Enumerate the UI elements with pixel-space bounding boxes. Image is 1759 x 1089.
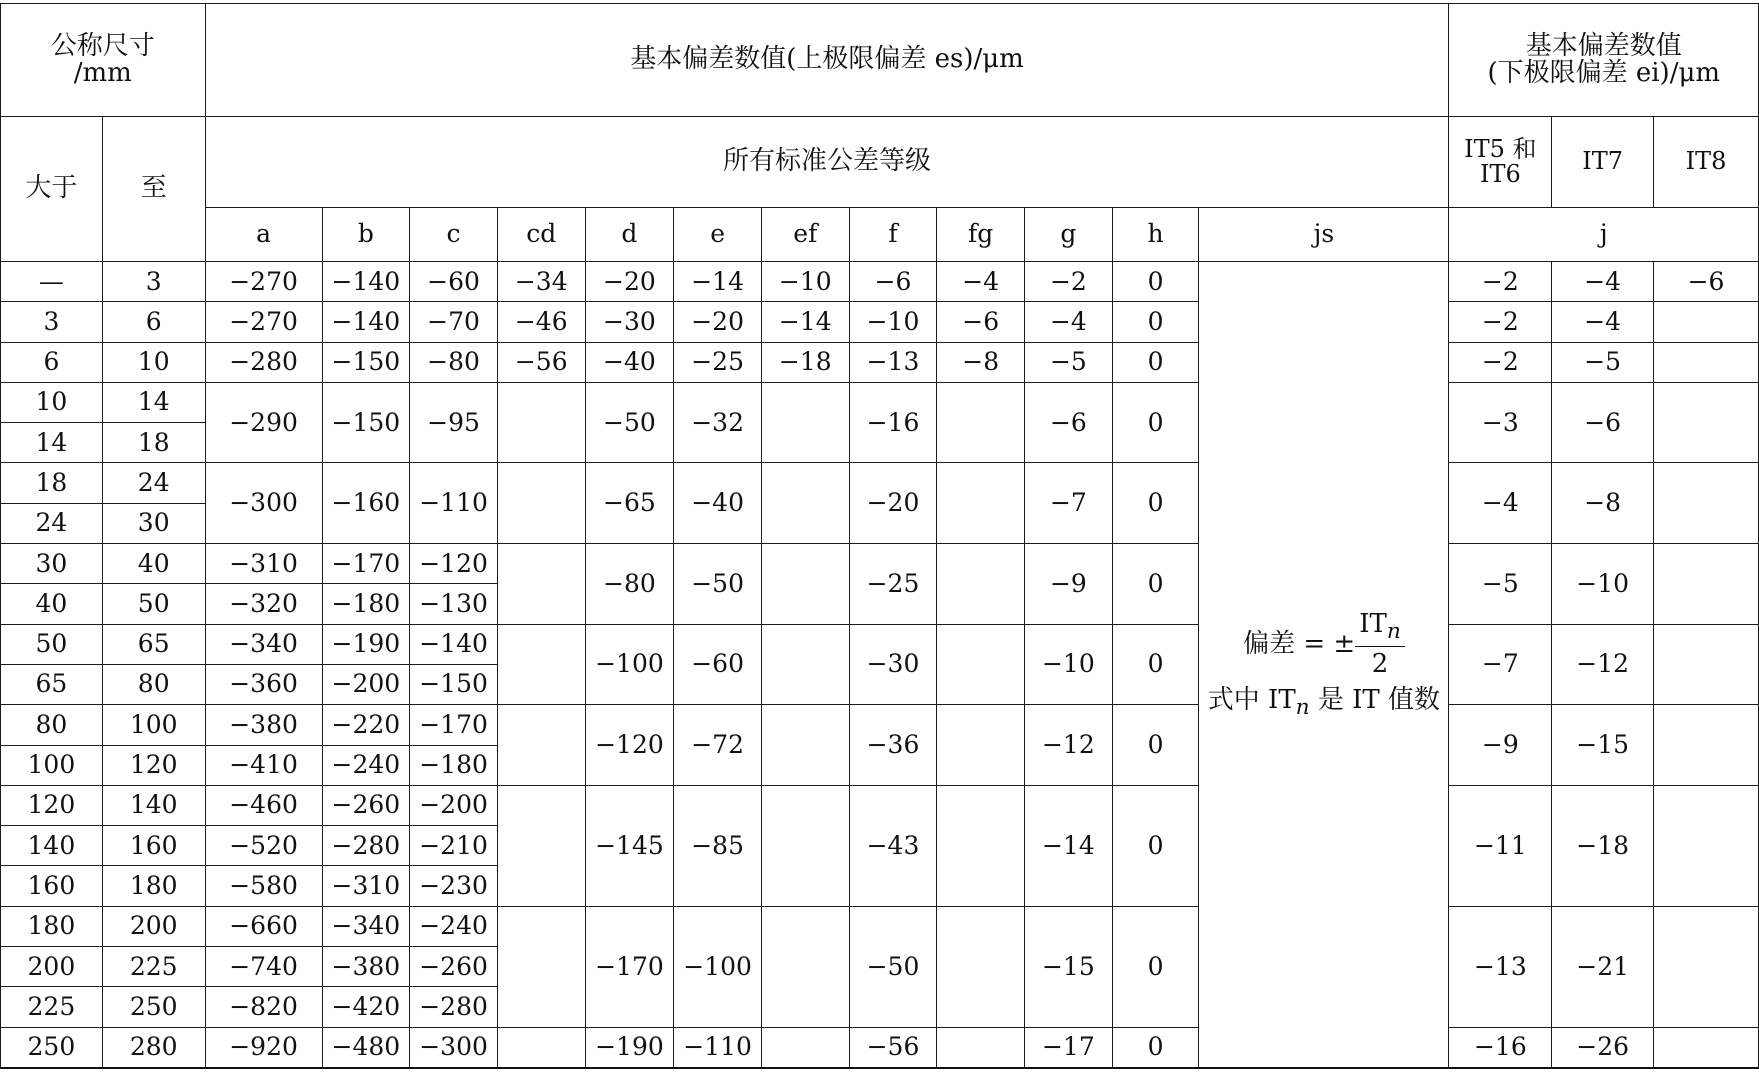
value-j-it8-empty bbox=[1654, 624, 1759, 705]
it8-header: IT8 bbox=[1654, 117, 1759, 208]
value-a: −340 bbox=[205, 624, 322, 664]
value-cd-empty bbox=[497, 382, 585, 463]
value-h: 0 bbox=[1112, 1027, 1199, 1068]
column-header-ef: ef bbox=[761, 208, 849, 262]
value-j-it56: −2 bbox=[1449, 342, 1552, 382]
js-formula-line2: 式中 $IT_n$ 是 IT 值数 bbox=[1207, 684, 1441, 720]
column-header-e: e bbox=[674, 208, 762, 262]
value-ef-empty bbox=[761, 705, 849, 786]
value-g: −6 bbox=[1025, 382, 1113, 463]
table-row bbox=[1, 624, 1759, 664]
value-h: 0 bbox=[1112, 302, 1199, 342]
size-over-cell: 30 bbox=[1, 544, 103, 584]
value-a: −380 bbox=[205, 705, 322, 745]
value-fg-empty bbox=[937, 463, 1025, 544]
value-j-it8-empty bbox=[1654, 544, 1759, 625]
value-j-it8-empty bbox=[1654, 382, 1759, 463]
size-to-cell: 6 bbox=[102, 302, 205, 342]
size-to-cell: 160 bbox=[102, 826, 205, 866]
value-g: −14 bbox=[1025, 785, 1113, 906]
value-j-it56: −4 bbox=[1449, 463, 1552, 544]
size-over-cell: 100 bbox=[1, 745, 103, 785]
value-j-it7: −12 bbox=[1552, 624, 1654, 705]
value-a: −410 bbox=[205, 745, 322, 785]
size-to-cell: 200 bbox=[102, 906, 205, 946]
deviation-table bbox=[0, 3, 1759, 1069]
value-j-it56: −3 bbox=[1449, 382, 1552, 463]
table-row bbox=[1, 342, 1759, 382]
size-to-cell: 140 bbox=[102, 785, 205, 825]
value-c: −95 bbox=[410, 382, 498, 463]
value-a: −520 bbox=[205, 826, 322, 866]
value-fg-empty bbox=[937, 705, 1025, 786]
size-to-cell: 18 bbox=[102, 423, 205, 463]
value-g: −9 bbox=[1025, 544, 1113, 625]
value-f: −43 bbox=[849, 785, 937, 906]
value-a: −290 bbox=[205, 382, 322, 463]
value-c: −140 bbox=[410, 624, 498, 664]
size-over-cell: 10 bbox=[1, 382, 103, 422]
value-c: −70 bbox=[410, 302, 498, 342]
size-over-cell: 120 bbox=[1, 785, 103, 825]
value-c: −200 bbox=[410, 785, 498, 825]
size-to-cell: 180 bbox=[102, 866, 205, 906]
size-over-cell: 140 bbox=[1, 826, 103, 866]
column-header-j: j bbox=[1449, 208, 1759, 262]
value-c: −150 bbox=[410, 664, 498, 704]
table-row bbox=[1, 906, 1759, 946]
over-header: 大于 bbox=[1, 117, 103, 262]
value-fg-empty bbox=[937, 906, 1025, 1027]
column-header-d: d bbox=[585, 208, 674, 262]
size-over-cell: 200 bbox=[1, 947, 103, 987]
value-fg-empty bbox=[937, 624, 1025, 705]
value-b: −150 bbox=[322, 382, 410, 463]
js-fraction: $\frac{IT_n}{2}$ bbox=[1355, 607, 1405, 683]
size-to-cell: 280 bbox=[102, 1027, 205, 1068]
value-e: −60 bbox=[674, 624, 762, 705]
value-c: −80 bbox=[410, 342, 498, 382]
value-a: −660 bbox=[205, 906, 322, 946]
size-to-cell: 14 bbox=[102, 382, 205, 422]
value-g: −12 bbox=[1025, 705, 1113, 786]
value-g: −7 bbox=[1025, 463, 1113, 544]
value-e: −40 bbox=[674, 463, 762, 544]
value-d: −50 bbox=[585, 382, 674, 463]
value-j-it8-empty bbox=[1654, 342, 1759, 382]
value-j-it7: −5 bbox=[1552, 342, 1654, 382]
value-h: 0 bbox=[1112, 624, 1199, 705]
value-j-it7: −4 bbox=[1552, 262, 1654, 302]
value-c: −110 bbox=[410, 463, 498, 544]
size-over-cell: 14 bbox=[1, 423, 103, 463]
value-j-it56: −16 bbox=[1449, 1027, 1552, 1068]
value-ef-empty bbox=[761, 463, 849, 544]
column-header-fg: fg bbox=[937, 208, 1025, 262]
value-h: 0 bbox=[1112, 382, 1199, 463]
it7-header: IT7 bbox=[1552, 117, 1654, 208]
value-cd-empty bbox=[497, 785, 585, 906]
value-a: −270 bbox=[205, 302, 322, 342]
value-h: 0 bbox=[1112, 785, 1199, 906]
size-to-cell: 3 bbox=[102, 262, 205, 302]
size-to-cell: 65 bbox=[102, 624, 205, 664]
value-c: −280 bbox=[410, 987, 498, 1027]
value-b: −260 bbox=[322, 785, 410, 825]
table-row bbox=[1, 544, 1759, 584]
value-f: −16 bbox=[849, 382, 937, 463]
value-f: −10 bbox=[849, 302, 937, 342]
value-f: −30 bbox=[849, 624, 937, 705]
table-row bbox=[1, 705, 1759, 745]
size-over-cell: 18 bbox=[1, 463, 103, 503]
table-row bbox=[1, 463, 1759, 503]
value-b: −220 bbox=[322, 705, 410, 745]
value-j-it7: −15 bbox=[1552, 705, 1654, 786]
value-a: −320 bbox=[205, 584, 322, 624]
value-c: −180 bbox=[410, 745, 498, 785]
value-e: −110 bbox=[674, 1027, 762, 1068]
value-j-it7: −6 bbox=[1552, 382, 1654, 463]
value-c: −260 bbox=[410, 947, 498, 987]
value-h: 0 bbox=[1112, 906, 1199, 1027]
value-ef: −18 bbox=[761, 342, 849, 382]
value-j-it8-empty bbox=[1654, 705, 1759, 786]
value-j-it7: −26 bbox=[1552, 1027, 1654, 1068]
value-a: −580 bbox=[205, 866, 322, 906]
value-d: −30 bbox=[585, 302, 674, 342]
value-f: −13 bbox=[849, 342, 937, 382]
value-j-it7: −18 bbox=[1552, 785, 1654, 906]
size-to-cell: 120 bbox=[102, 745, 205, 785]
value-c: −230 bbox=[410, 866, 498, 906]
value-d: −65 bbox=[585, 463, 674, 544]
value-cd-empty bbox=[497, 1027, 585, 1068]
size-over-cell: 40 bbox=[1, 584, 103, 624]
value-b: −340 bbox=[322, 906, 410, 946]
column-header-cd: cd bbox=[497, 208, 585, 262]
size-over-cell: 160 bbox=[1, 866, 103, 906]
value-h: 0 bbox=[1112, 342, 1199, 382]
size-over-cell: 180 bbox=[1, 906, 103, 946]
value-d: −20 bbox=[585, 262, 674, 302]
value-j-it8-empty bbox=[1654, 906, 1759, 1027]
size-over-cell: 65 bbox=[1, 664, 103, 704]
value-e: −100 bbox=[674, 906, 762, 1027]
value-b: −190 bbox=[322, 624, 410, 664]
value-f: −50 bbox=[849, 906, 937, 1027]
value-c: −130 bbox=[410, 584, 498, 624]
value-c: −210 bbox=[410, 826, 498, 866]
value-d: −80 bbox=[585, 544, 674, 625]
value-j-it7: −8 bbox=[1552, 463, 1654, 544]
to-header: 至 bbox=[102, 117, 205, 262]
size-over-cell: 250 bbox=[1, 1027, 103, 1068]
it56-header: IT5 和 IT6 bbox=[1449, 117, 1552, 208]
value-f: −6 bbox=[849, 262, 937, 302]
value-b: −280 bbox=[322, 826, 410, 866]
value-d: −120 bbox=[585, 705, 674, 786]
value-c: −170 bbox=[410, 705, 498, 745]
value-g: −17 bbox=[1025, 1027, 1113, 1068]
value-c: −60 bbox=[410, 262, 498, 302]
upper-deviation-header: 基本偏差数值(上极限偏差 es)/μm bbox=[205, 4, 1449, 117]
value-b: −380 bbox=[322, 947, 410, 987]
value-a: −300 bbox=[205, 463, 322, 544]
value-b: −240 bbox=[322, 745, 410, 785]
column-header-c: c bbox=[410, 208, 498, 262]
value-b: −140 bbox=[322, 302, 410, 342]
column-header-f: f bbox=[849, 208, 937, 262]
value-j-it8: −6 bbox=[1654, 262, 1759, 302]
js-formula-cell bbox=[1199, 262, 1449, 1068]
column-header-g: g bbox=[1025, 208, 1113, 262]
value-fg-empty bbox=[937, 785, 1025, 906]
value-e: −85 bbox=[674, 785, 762, 906]
value-b: −150 bbox=[322, 342, 410, 382]
size-over-cell: 3 bbox=[1, 302, 103, 342]
value-j-it56: −2 bbox=[1449, 302, 1552, 342]
value-j-it56: −11 bbox=[1449, 785, 1552, 906]
value-c: −240 bbox=[410, 906, 498, 946]
value-b: −420 bbox=[322, 987, 410, 1027]
value-b: −180 bbox=[322, 584, 410, 624]
column-header-js: js bbox=[1199, 208, 1449, 262]
size-to-cell: 24 bbox=[102, 463, 205, 503]
size-over-cell: 225 bbox=[1, 987, 103, 1027]
value-b: −170 bbox=[322, 544, 410, 584]
value-a: −280 bbox=[205, 342, 322, 382]
size-to-cell: 50 bbox=[102, 584, 205, 624]
value-j-it56: −13 bbox=[1449, 906, 1552, 1027]
js-formula-line1: 偏差 = ± $\frac{IT_n}{2}$ bbox=[1199, 607, 1448, 683]
value-c: −120 bbox=[410, 544, 498, 584]
value-d: −145 bbox=[585, 785, 674, 906]
size-over-cell: 50 bbox=[1, 624, 103, 664]
size-over-cell: — bbox=[1, 262, 103, 302]
value-ef-empty bbox=[761, 785, 849, 906]
value-fg: −4 bbox=[937, 262, 1025, 302]
value-j-it56: −5 bbox=[1449, 544, 1552, 625]
value-cd-empty bbox=[497, 463, 585, 544]
value-d: −190 bbox=[585, 1027, 674, 1068]
value-j-it7: −10 bbox=[1552, 544, 1654, 625]
value-f: −36 bbox=[849, 705, 937, 786]
value-g: −4 bbox=[1025, 302, 1113, 342]
value-e: −72 bbox=[674, 705, 762, 786]
value-j-it8-empty bbox=[1654, 302, 1759, 342]
size-to-cell: 80 bbox=[102, 664, 205, 704]
value-ef-empty bbox=[761, 1027, 849, 1068]
value-ef-empty bbox=[761, 382, 849, 463]
value-j-it8-empty bbox=[1654, 1027, 1759, 1068]
value-a: −820 bbox=[205, 987, 322, 1027]
value-b: −480 bbox=[322, 1027, 410, 1068]
value-j-it56: −7 bbox=[1449, 624, 1552, 705]
value-g: −5 bbox=[1025, 342, 1113, 382]
value-a: −270 bbox=[205, 262, 322, 302]
size-over-cell: 6 bbox=[1, 342, 103, 382]
value-a: −920 bbox=[205, 1027, 322, 1068]
column-header-b: b bbox=[322, 208, 410, 262]
size-over-cell: 24 bbox=[1, 503, 103, 543]
size-to-cell: 100 bbox=[102, 705, 205, 745]
value-b: −140 bbox=[322, 262, 410, 302]
table-row bbox=[1, 302, 1759, 342]
value-fg: −6 bbox=[937, 302, 1025, 342]
value-a: −460 bbox=[205, 785, 322, 825]
value-cd-empty bbox=[497, 544, 585, 625]
table-row bbox=[1, 262, 1759, 302]
size-over-cell: 80 bbox=[1, 705, 103, 745]
value-h: 0 bbox=[1112, 463, 1199, 544]
value-fg-empty bbox=[937, 544, 1025, 625]
value-g: −2 bbox=[1025, 262, 1113, 302]
value-j-it7: −4 bbox=[1552, 302, 1654, 342]
value-f: −20 bbox=[849, 463, 937, 544]
value-g: −15 bbox=[1025, 906, 1113, 1027]
value-f: −25 bbox=[849, 544, 937, 625]
lower-deviation-header: 基本偏差数值 (下极限偏差 ei)/μm bbox=[1449, 4, 1759, 117]
value-fg: −8 bbox=[937, 342, 1025, 382]
value-d: −40 bbox=[585, 342, 674, 382]
value-b: −160 bbox=[322, 463, 410, 544]
value-cd-empty bbox=[497, 624, 585, 705]
value-fg-empty bbox=[937, 1027, 1025, 1068]
value-cd: −34 bbox=[497, 262, 585, 302]
value-e: −32 bbox=[674, 382, 762, 463]
value-d: −100 bbox=[585, 624, 674, 705]
column-header-a: a bbox=[205, 208, 322, 262]
column-header-h: h bbox=[1112, 208, 1199, 262]
value-e: −14 bbox=[674, 262, 762, 302]
value-j-it7: −21 bbox=[1552, 906, 1654, 1027]
value-f: −56 bbox=[849, 1027, 937, 1068]
nominal-size-header: 公称尺寸 /mm bbox=[1, 4, 206, 117]
size-to-cell: 10 bbox=[102, 342, 205, 382]
value-j-it56: −2 bbox=[1449, 262, 1552, 302]
value-ef-empty bbox=[761, 906, 849, 1027]
size-to-cell: 225 bbox=[102, 947, 205, 987]
value-e: −25 bbox=[674, 342, 762, 382]
table-row bbox=[1, 382, 1759, 422]
size-to-cell: 30 bbox=[102, 503, 205, 543]
all-grades-header: 所有标准公差等级 bbox=[205, 117, 1449, 208]
value-j-it8-empty bbox=[1654, 463, 1759, 544]
value-h: 0 bbox=[1112, 544, 1199, 625]
value-ef: −14 bbox=[761, 302, 849, 342]
value-e: −20 bbox=[674, 302, 762, 342]
size-to-cell: 40 bbox=[102, 544, 205, 584]
value-h: 0 bbox=[1112, 262, 1199, 302]
value-c: −300 bbox=[410, 1027, 498, 1068]
value-a: −360 bbox=[205, 664, 322, 704]
value-ef-empty bbox=[761, 624, 849, 705]
value-ef-empty bbox=[761, 544, 849, 625]
value-h: 0 bbox=[1112, 705, 1199, 786]
size-to-cell: 250 bbox=[102, 987, 205, 1027]
value-a: −310 bbox=[205, 544, 322, 584]
value-cd-empty bbox=[497, 705, 585, 786]
value-fg-empty bbox=[937, 382, 1025, 463]
value-cd-empty bbox=[497, 906, 585, 1027]
value-cd: −46 bbox=[497, 302, 585, 342]
value-ef: −10 bbox=[761, 262, 849, 302]
value-j-it8-empty bbox=[1654, 785, 1759, 906]
value-b: −200 bbox=[322, 664, 410, 704]
table-row bbox=[1, 785, 1759, 825]
value-g: −10 bbox=[1025, 624, 1113, 705]
value-b: −310 bbox=[322, 866, 410, 906]
value-cd: −56 bbox=[497, 342, 585, 382]
value-e: −50 bbox=[674, 544, 762, 625]
value-j-it56: −9 bbox=[1449, 705, 1552, 786]
value-a: −740 bbox=[205, 947, 322, 987]
value-d: −170 bbox=[585, 906, 674, 1027]
table-row bbox=[1, 1027, 1759, 1068]
